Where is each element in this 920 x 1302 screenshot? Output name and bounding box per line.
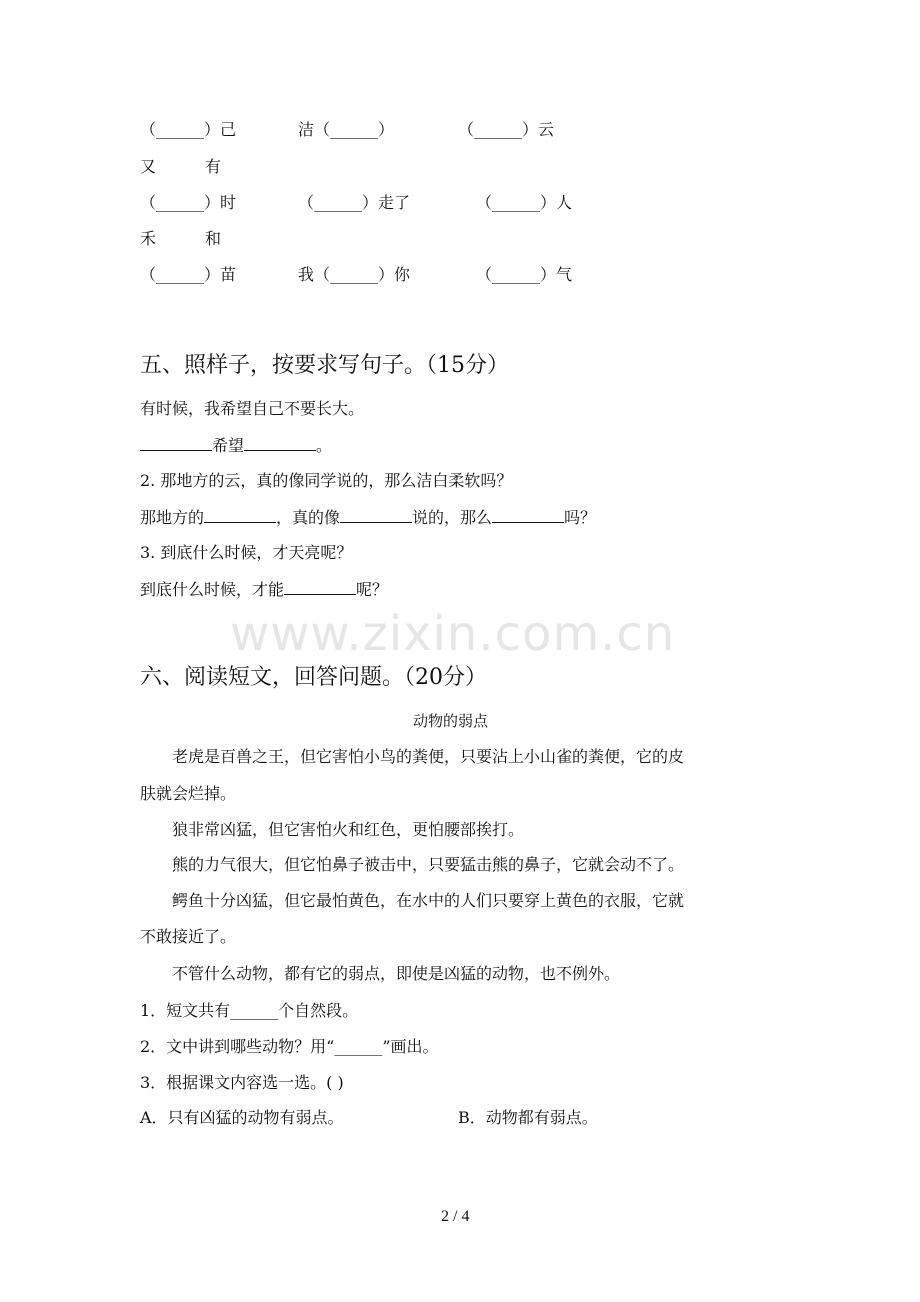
blank-line — [244, 436, 316, 451]
sep-char-1: 又 — [140, 157, 157, 176]
passage-p4-line1: 鳄鱼十分凶猛，但它最怕黄色，在水中的人们只要穿上黄色的衣服，它就 — [172, 891, 685, 910]
blank-line — [340, 508, 412, 523]
section-6-heading: 六、阅读短文，回答问题。（20分） — [140, 665, 487, 690]
blank-line — [140, 436, 212, 451]
question-2: 2．文中讲到哪些动物？用“______”画出。 — [140, 1037, 439, 1056]
page-number: 2 / 4 — [441, 1208, 470, 1225]
word-row-3-b: 我（______）你 — [298, 265, 411, 284]
passage-p5: 不管什么动物，都有它的弱点，即使是凶猛的动物，也不例外。 — [172, 964, 621, 983]
passage-p1-line2: 肤就会烂掉。 — [140, 784, 237, 803]
s5-answer-1-end: 。 — [316, 436, 333, 455]
s5-answer-3 — [140, 580, 388, 600]
word-row-2-a: （______）时 — [140, 193, 237, 212]
s5-answer-2 — [140, 508, 596, 528]
blank-line — [204, 508, 276, 523]
s5-answer-2-c: 说的，那么 — [412, 508, 493, 527]
question-3: 3．根据课文内容选一选。( ) — [140, 1073, 344, 1092]
sep-char-4: 和 — [205, 229, 222, 248]
s5-answer-1 — [140, 436, 332, 456]
passage-title: 动物的弱点 — [413, 712, 489, 730]
word-row-1-a: （______）己 — [140, 120, 237, 139]
s5-example-1: 有时候，我希望自己不要长大。 — [140, 399, 365, 418]
sep-char-3: 禾 — [140, 229, 157, 248]
word-row-1-b: 洁（______） — [298, 120, 395, 139]
word-row-3-a: （______）苗 — [140, 265, 237, 284]
watermark: www.zixin.com.cn — [230, 606, 676, 662]
section-5-heading: 五、照样子，按要求写句子。（15分） — [140, 353, 509, 378]
word-row-2-c: （______）人 — [476, 193, 573, 212]
s5-example-2: 2. 那地方的云，真的像同学说的，那么洁白柔软吗？ — [140, 471, 513, 490]
option-b: B．动物都有弱点。 — [458, 1108, 598, 1127]
blank-line — [492, 508, 564, 523]
option-a: A．只有凶猛的动物有弱点。 — [140, 1108, 344, 1127]
passage-p2: 狼非常凶猛，但它害怕火和红色，更怕腰部挨打。 — [172, 820, 525, 839]
question-1: 1．短文共有______个自然段。 — [140, 1001, 359, 1020]
s5-answer-3-b: 呢？ — [356, 580, 389, 599]
s5-answer-3-a: 到底什么时候，才能 — [140, 580, 285, 599]
word-row-2-b: （______）走了 — [298, 193, 411, 212]
passage-p1-line1: 老虎是百兽之王，但它害怕小鸟的粪便，只要沾上小山雀的粪便，它的皮 — [172, 747, 685, 766]
word-row-3-c: （______）气 — [476, 265, 573, 284]
word-row-1-c: （______）云 — [458, 120, 555, 139]
s5-answer-2-a: 那地方的 — [140, 508, 205, 527]
s5-example-3: 3. 到底什么时候，才天亮呢？ — [140, 543, 353, 562]
s5-answer-2-b: ，真的像 — [276, 508, 341, 527]
s5-answer-1-mid: 希望 — [212, 436, 245, 455]
passage-p4-line2: 不敢接近了。 — [140, 927, 237, 946]
passage-p3: 熊的力气很大，但它怕鼻子被击中，只要猛击熊的鼻子，它就会动不了。 — [172, 855, 685, 874]
s5-answer-2-d: 吗？ — [564, 508, 597, 527]
blank-line — [284, 580, 356, 595]
sep-char-2: 有 — [205, 157, 222, 176]
